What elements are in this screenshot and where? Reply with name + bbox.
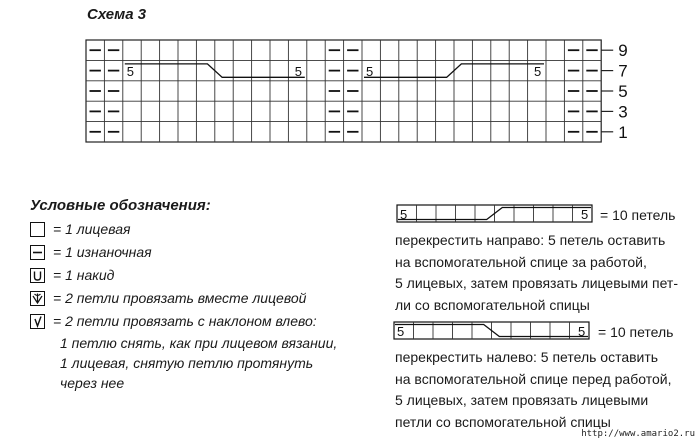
purl-stitch-icon (30, 245, 45, 260)
cable-left-description (395, 347, 695, 433)
cable-left-line: на вспомогательной спице перед работой, (395, 370, 672, 387)
legend-ssk-continuation (60, 333, 337, 393)
legend-cont-line: через нее (60, 375, 125, 391)
row-number: 9 (618, 41, 628, 61)
cable-label: 5 (294, 63, 303, 79)
legend-item-yarn-over (30, 265, 114, 285)
legend-cont-line: 1 петлю снять, как при лицевом вязании, (60, 335, 338, 351)
legend-yarn-over-text: = 1 накид (53, 267, 115, 283)
row-number: 5 (618, 82, 628, 101)
cable-box-label: 5 (581, 207, 589, 222)
legend-item-k2tog (30, 288, 306, 308)
cable-left-line: петли со вспомогательной спицы (395, 413, 611, 430)
cable-left-line: перекрестить налево: 5 петель оставить (395, 349, 659, 365)
legend-purl-text: = 1 изнаночная (53, 244, 152, 260)
cable-box-label: 5 (397, 324, 405, 339)
cable-right-line: перекрестить направо: 5 петель оставить (395, 232, 666, 248)
cable-left-cross-symbol (393, 320, 593, 342)
cable-label: 5 (534, 63, 542, 79)
cable-right-description (395, 230, 695, 316)
cable-right-line: ли со вспомогательной спицы (395, 296, 590, 313)
legend-item-ssk (30, 311, 317, 331)
watermark-url: http://www.amario2.ru (581, 429, 695, 439)
cable-left-line: 5 лицевых, затем провязать лицевыми (395, 392, 649, 408)
cable-right-equals: = 10 петель (600, 207, 676, 223)
legend-ssk-text: = 2 петли провязать с наклоном влево: (53, 313, 317, 329)
cable-right-cross-symbol (396, 203, 596, 225)
legend-item-purl (30, 242, 152, 262)
row-number: 7 (618, 61, 628, 81)
cable-right-line: 5 лицевых, затем провязать лицевыми пет- (395, 275, 679, 291)
cable-label: 5 (126, 63, 135, 79)
cable-label: 5 (366, 63, 374, 79)
cable-left-equals: = 10 петель (598, 324, 674, 340)
yarn-over-icon (30, 268, 45, 283)
cable-right-line: на вспомогательной спице за работой, (395, 253, 647, 270)
legend-title: Условные обозначения: (30, 197, 211, 214)
legend-knit-text: = 1 лицевая (53, 221, 131, 237)
knitting-chart (0, 0, 699, 180)
chart-title: Схема 3 (87, 6, 147, 23)
legend-cont-line: 1 лицевая, снятую петлю протянуть (60, 355, 314, 371)
ssk-icon (30, 314, 45, 329)
knit-stitch-icon (30, 222, 45, 237)
row-number: 1 (618, 122, 628, 142)
legend-item-knit (30, 219, 130, 239)
cable-box-label: 5 (578, 324, 586, 339)
legend-k2tog-text: = 2 петли провязать вместе лицевой (53, 290, 307, 306)
row-number: 3 (618, 102, 628, 122)
k2tog-icon (30, 291, 45, 306)
cable-box-label: 5 (400, 207, 408, 222)
